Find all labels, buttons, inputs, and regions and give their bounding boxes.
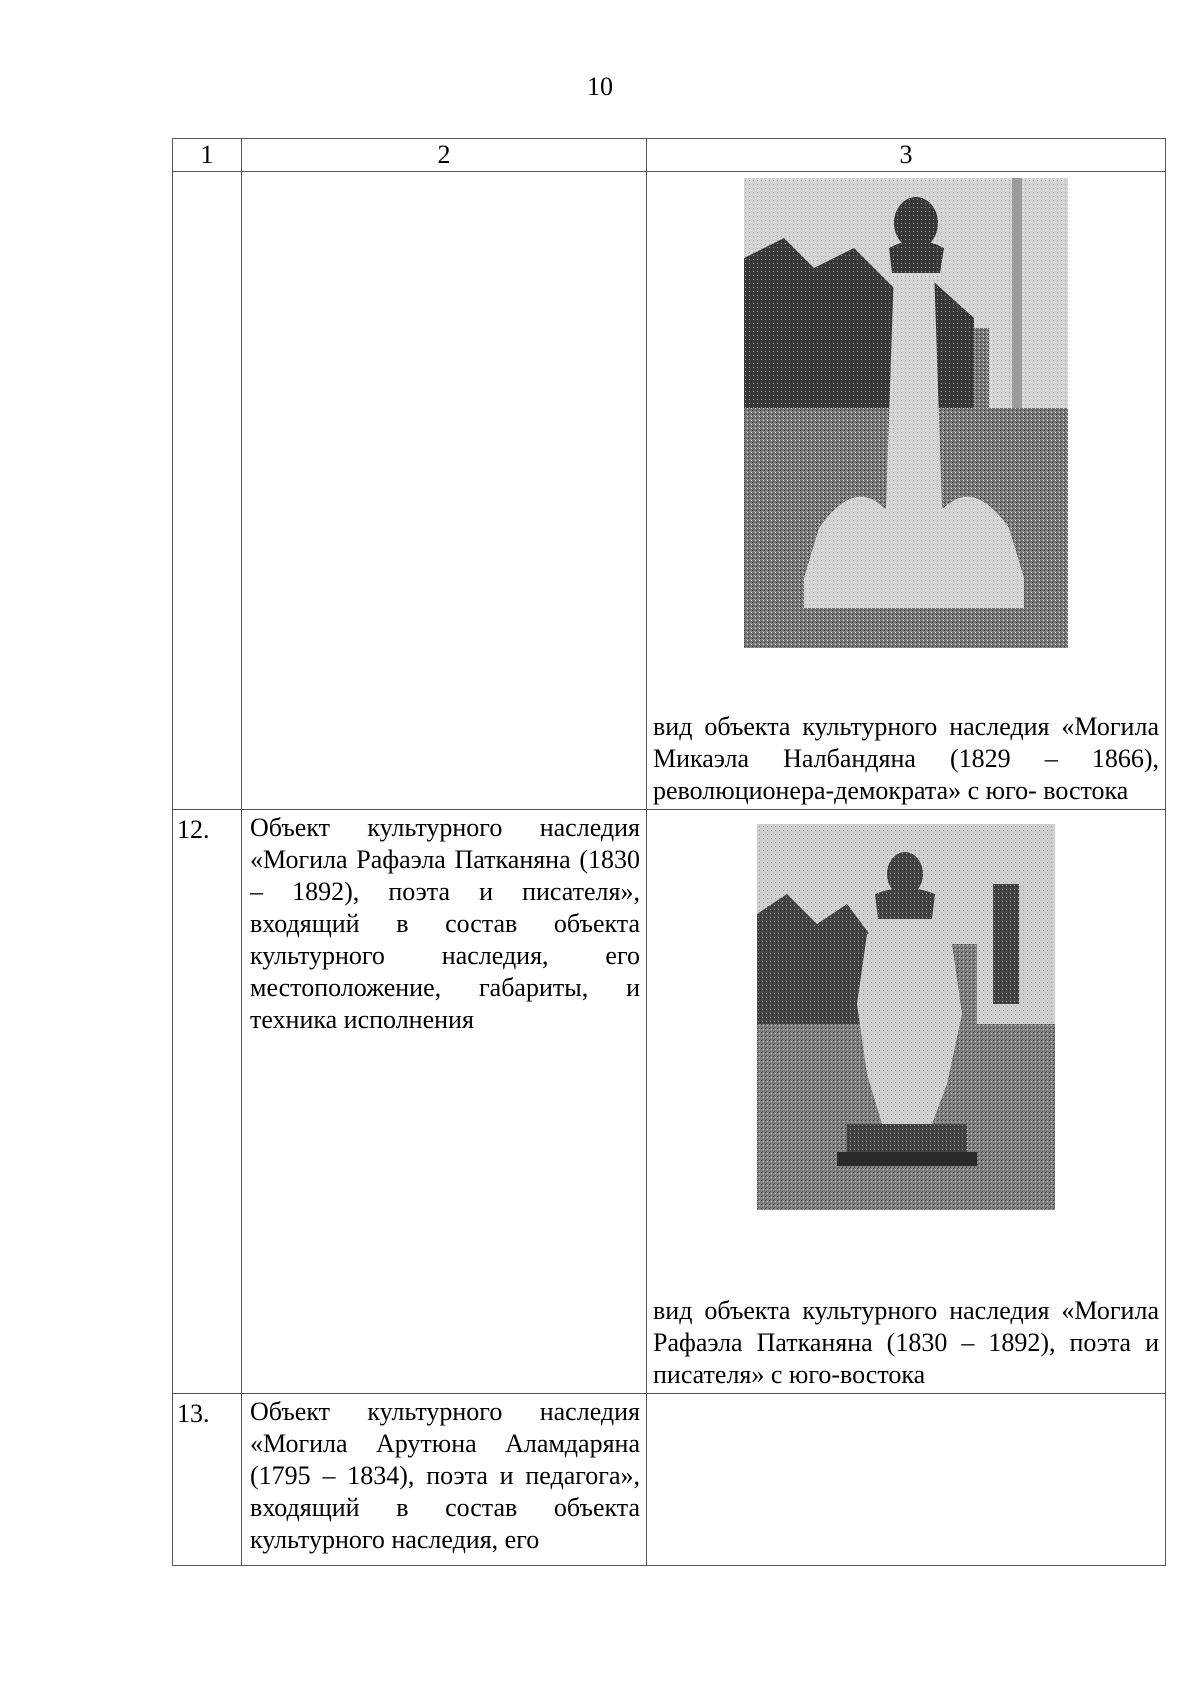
row-number: 12. [173,810,242,1394]
row-description [242,172,647,810]
heritage-table [172,138,1166,1566]
row-photo-cell [647,172,1166,810]
header-col-1: 1 [173,139,242,172]
monument-bust-stone-photo-icon [757,824,1055,1210]
table-row [173,1394,1166,1566]
row-photo-caption: вид объекта культурного наследия «Могила Микаэла Налбандяна (1829 – 1866), революционера-демократа» с юго- востока [653,712,1159,805]
row-description: Объект культурного наследия «Могила Арутюна Аламдаряна (1795 – 1834), поэта и педагога», входящий в состав объекта культурного наследия, его [242,1394,647,1566]
header-col-3: 3 [647,139,1166,172]
row-photo-cell [647,810,1166,1394]
table-row [173,810,1166,1394]
header-col-2: 2 [242,139,647,172]
table-row [173,172,1166,810]
row-photo-caption: вид объекта культурного наследия «Могила Рафаэла Патканяна (1830 – 1892), поэта и писателя» с юго-востока [653,1296,1159,1389]
row-number [173,172,242,810]
row-number: 13. [173,1394,242,1566]
table-header-row [173,139,1166,172]
row-description: Объект культурного наследия «Могила Рафаэла Патканяна (1830 – 1892), поэта и писателя», входящий в состав объекта культурного наследия, его местоположение, габариты, и техника исполнения [242,810,647,1394]
row-photo-cell [647,1394,1166,1566]
page-number: 10 [587,72,613,101]
monument-bust-column-photo-icon [744,178,1068,648]
